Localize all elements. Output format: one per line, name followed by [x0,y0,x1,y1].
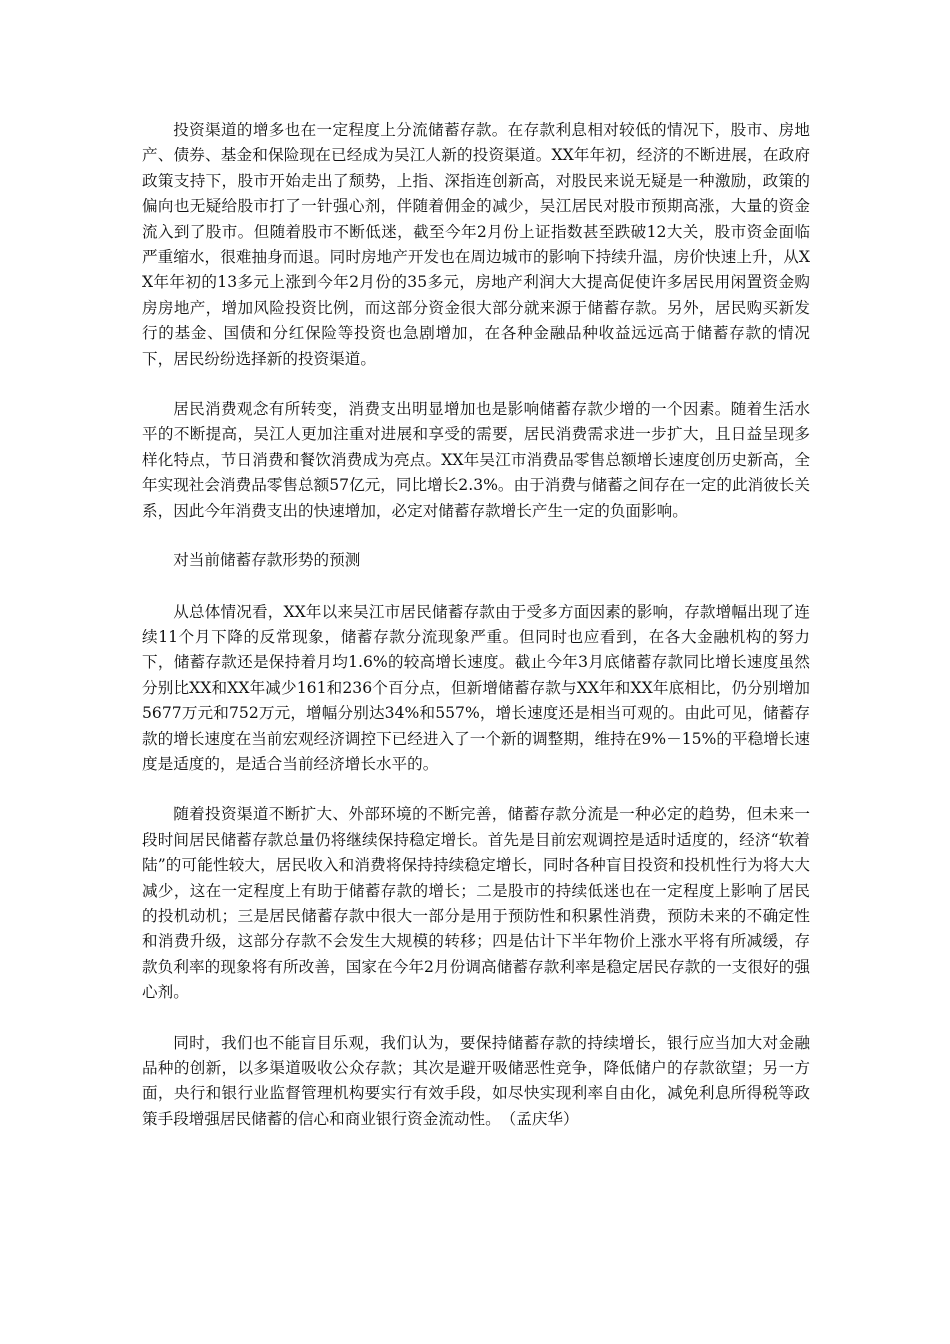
paragraph-consumption: 居民消费观念有所转变，消费支出明显增加也是影响储蓄存款少增的一个因素。随着生活水平的不断提高，吴江人更加注重对进展和享受的需要，居民消费需求进一步扩大，且日益呈现多样化特点，节日消费和餐饮消费成为亮点。XX年吴江市消费品零售总额增长速度创历史新高，全年实现社会消费品零售总额57亿元，同比增长2.3%。由于消费与储蓄之间存在一定的此消彼长关系，因此今年消费支出的快速增加，必定对储蓄存款增长产生一定的负面影响。 [142,400,810,520]
paragraph-investment-channels: 投资渠道的增多也在一定程度上分流储蓄存款。在存款利息相对较低的情况下，股市、房地产、债券、基金和保险现在已经成为吴江人新的投资渠道。XX年年初，经济的不断进展，在政府政策支持下，股市开始走出了颓势，上指、深指连创新高，对股民来说无疑是一种激励，政策的偏向也无疑给股市打了一针强心剂，伴随着佣金的减少，吴江居民对股市预期高涨，大量的资金流入到了股市。但随着股市不断低迷，截至今年2月份上证指数甚至跌破12大关，股市资金面临严重缩水，很难抽身而退。同时房地产开发也在周边城市的影响下持续升温，房价快速上升，从XX年年初的13多元上涨到今年2月份的35多元，房地产利润大大提高促使许多居民用闲置资金购房房地产，增加风险投资比例，而这部分资金很大部分就来源于储蓄存款。另外，居民购买新发行的基金、国债和分红保险等投资也急剧增加，在各种金融品种收益远远高于储蓄存款的情况下，居民纷纷选择新的投资渠道。 [142,121,810,368]
paragraph-future-trend: 随着投资渠道不断扩大、外部环境的不断完善，储蓄存款分流是一种必定的趋势，但未来一段时间居民储蓄存款总量仍将继续保持稳定增长。首先是目前宏观调控是适时适度的，经济“软着陆”的可能性较大，居民收入和消费将保持持续稳定增长，同时各种盲目投资和投机性行为将大大减少，这在一定程度上有助于储蓄存款的增长；二是股市的持续低迷也在一定程度上影响了居民的投机动机；三是居民储蓄存款中很大一部分是用于预防性和积累性消费，预防未来的不确定性和消费升级，这部分存款不会发生大规模的转移；四是估计下半年物价上涨水平将有所减缓，存款负利率的现象将有所改善，国家在今年2月份调高储蓄存款利率是稳定居民存款的一支很好的强心剂。 [142,805,810,1002]
document-page [142,118,810,1132]
paragraph-overall-situation: 从总体情况看，XX年以来吴江市居民储蓄存款由于受多方面因素的影响，存款增幅出现了连续11个月下降的反常现象，储蓄存款分流现象严重。但同时也应看到，在各大金融机构的努力下，储蓄存款还是保持着月均1.6%的较高增长速度。截止今年3月底储蓄存款同比增长速度虽然分别比XX和XX年减少161和236个百分点，但新增储蓄存款与XX年和XX年底相比，仍分别增加5677万元和752万元，增幅分别达34%和557%，增长速度还是相当可观的。由此可见，储蓄存款的增长速度在当前宏观经济调控下已经进入了一个新的调整期，维持在9%－15%的平稳增长速度是适度的，是适合当前经济增长水平的。 [142,602,810,773]
paragraph-recommendations: 同时，我们也不能盲目乐观，我们认为，要保持储蓄存款的持续增长，银行应当加大对金融品种的创新，以多渠道吸收公众存款；其次是避开吸储恶性竞争，降低储户的存款欲望；另一方面，央行和银行业监督管理机构要实行有效手段，如尽快实现利率自由化，减免利息所得税等政策手段增强居民储蓄的信心和商业银行资金流动性。 （孟庆华） [142,1033,810,1128]
section-heading: 对当前储蓄存款形势的预测 [173,551,361,570]
